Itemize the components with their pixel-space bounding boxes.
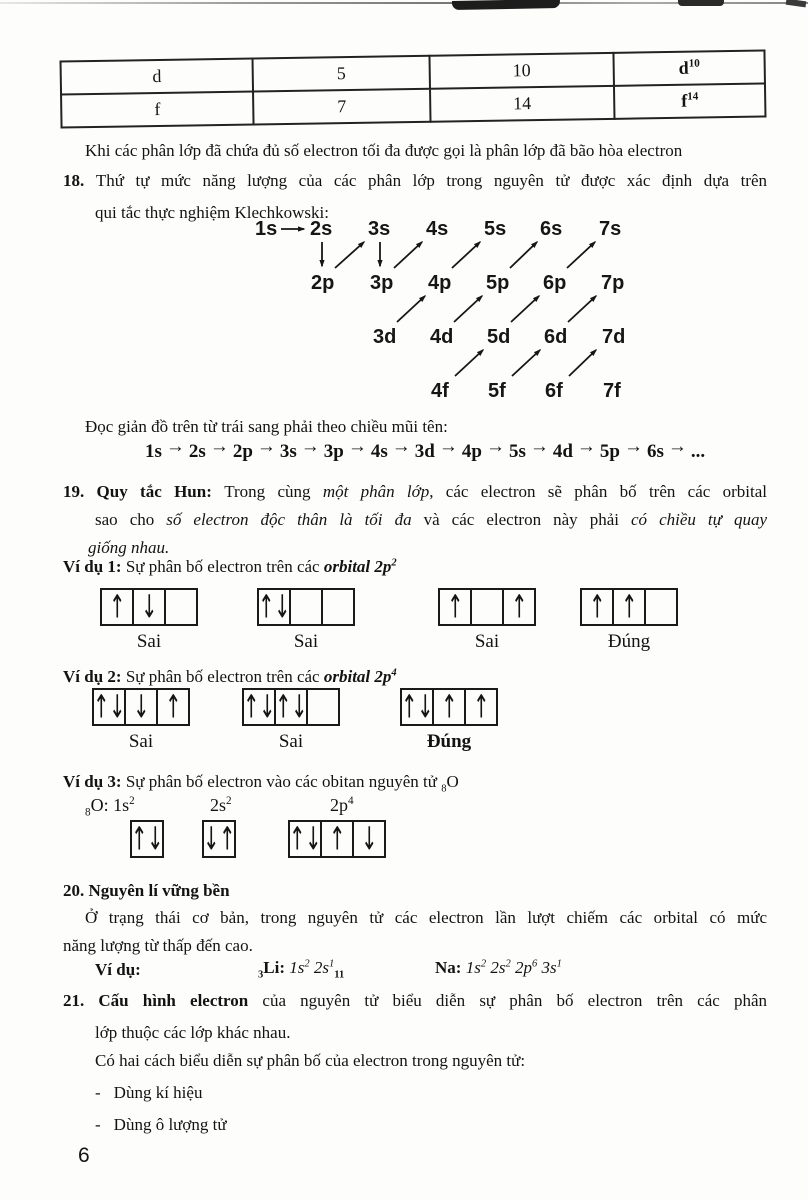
text-segment: Thứ tự mức năng lượng của các phân lớp trong nguyên tử được xác định dựa trên — [95, 171, 768, 190]
item-18-line-2 — [95, 200, 329, 225]
orbital-box — [242, 688, 276, 726]
text-segment: của nguyên tử biểu diễn sự phân bố electron trên các phân — [248, 991, 767, 1010]
text-segment: năng lượng từ thấp đến cao. — [63, 936, 253, 955]
scan-smudge — [678, 0, 724, 6]
notation-base: f — [681, 90, 688, 111]
item-20-para-line-2 — [63, 933, 253, 958]
orbital-box — [306, 688, 340, 726]
spin-up-arrow: ↑ — [108, 588, 126, 626]
text-segment: 2 — [226, 795, 232, 807]
text-segment: 3 — [258, 969, 264, 981]
text-segment: giống nhau. — [88, 538, 170, 557]
spin-down-arrow: ↓ — [273, 588, 290, 626]
diagram-arrow — [567, 242, 595, 268]
text-segment: 3s — [537, 958, 557, 977]
spin-up-arrow: ↑ — [275, 688, 292, 726]
energy-order-sequence — [145, 436, 706, 463]
verdict-label: Đúng — [426, 731, 472, 752]
orbital-boxes — [288, 820, 386, 858]
item-18-line-1 — [63, 168, 767, 193]
text-segment: 6 — [531, 958, 538, 970]
orbital-node-2p: 2p — [311, 272, 335, 294]
arrow-right-glyph: → — [576, 436, 596, 457]
text-segment: 2p — [510, 958, 532, 977]
sequence-term: 2s — [188, 441, 206, 462]
spin-down-arrow: ↓ — [140, 588, 158, 626]
orbital-box — [164, 588, 198, 626]
orbital-box-group — [438, 588, 536, 653]
orbital-config-label — [210, 795, 232, 816]
spin-down-arrow: ↓ — [108, 688, 125, 726]
text-segment: Sự phân bố electron trên các — [121, 557, 324, 576]
text-segment: 19. Quy tắc Hun: — [63, 482, 225, 501]
cell-saturated-notation — [614, 83, 765, 118]
text-segment: số electron độc thân là tối đa — [166, 510, 412, 529]
sequence-term: 5s — [508, 441, 526, 462]
example-2-row — [0, 688, 808, 763]
spin-down-arrow: ↓ — [132, 688, 150, 726]
orbital-box — [289, 588, 323, 626]
spin-up-arrow: ↑ — [258, 588, 275, 626]
diagram-arrow — [335, 242, 364, 268]
spin-up-arrow: ↑ — [164, 688, 182, 726]
item-21-note — [95, 1048, 525, 1073]
spin-up-arrow: ↑ — [289, 820, 306, 858]
orbital-box — [274, 688, 308, 726]
orbital-box — [202, 820, 236, 858]
text-segment: Sự phân bố electron vào các obitan nguyên tử — [121, 772, 442, 791]
orbital-box-group — [100, 588, 198, 653]
orbital-config-label — [85, 795, 135, 819]
spin-up-arrow: ↑ — [243, 688, 260, 726]
text-segment: 1s — [289, 958, 305, 977]
spin-up-arrow: ↑ — [401, 688, 418, 726]
text-segment: Dùng kí hiệu — [113, 1083, 203, 1102]
text-segment: Ở trạng thái cơ bản, trong nguyên tử các electron lần lượt chiếm các orbital có mức — [85, 908, 767, 927]
orbital-box-group — [257, 588, 355, 653]
orbital-node-4p: 4p — [428, 272, 452, 294]
orbital-node-5s: 5s — [484, 218, 507, 240]
text-segment: 2 — [304, 958, 310, 970]
bullet-quantum-cell — [95, 1112, 227, 1137]
text-segment: O: 1s — [90, 795, 130, 815]
orbital-node-5f: 5f — [488, 380, 506, 402]
klechkowski-diagram — [240, 210, 640, 410]
item-21-line-1 — [63, 988, 767, 1013]
verdict-label: Sai — [474, 631, 500, 652]
page-number — [78, 1143, 90, 1168]
diagram-arrow — [569, 350, 596, 376]
orbital-box-group — [288, 820, 386, 858]
orbital-node-7p: 7p — [601, 272, 625, 294]
text-segment: 4 — [348, 795, 354, 807]
intro-paragraph — [85, 138, 682, 163]
text-segment: 20. Nguyên lí vững bền — [63, 881, 230, 900]
spin-down-arrow: ↓ — [304, 820, 321, 858]
arrow-right-glyph: → — [209, 436, 229, 457]
cell-orbital-count: 5 — [253, 56, 430, 92]
text-segment: 2 — [480, 958, 487, 970]
text-segment: O — [446, 772, 459, 791]
diagram-arrow — [452, 242, 480, 268]
orbital-node-4f: 4f — [431, 380, 449, 402]
spin-up-arrow: ↑ — [440, 688, 458, 726]
example-3-row — [0, 795, 808, 875]
example-3-heading — [63, 769, 459, 794]
text-segment: - — [95, 1115, 101, 1134]
spin-down-arrow: ↓ — [416, 688, 433, 726]
sequence-term: 3p — [323, 441, 344, 462]
text-segment: 6 — [78, 1144, 90, 1167]
item-19-line-1 — [63, 479, 767, 504]
orbital-box — [580, 588, 614, 626]
cell-saturated-notation — [614, 50, 765, 85]
text-segment: 8 — [441, 783, 447, 795]
orbital-node-6s: 6s — [540, 218, 563, 240]
orbital-box — [644, 588, 678, 626]
read-direction-note — [85, 414, 448, 439]
text-segment: 2s — [309, 958, 330, 977]
text-segment: 8 — [85, 806, 91, 819]
text-segment: 18. — [63, 171, 96, 190]
text-segment: Na: — [435, 958, 466, 977]
spin-up-arrow: ↑ — [588, 588, 606, 626]
orbital-node-4d: 4d — [430, 326, 454, 348]
spin-up-arrow: ↑ — [93, 688, 110, 726]
cell-max-electrons: 14 — [430, 86, 615, 122]
cell-subshell: d — [61, 59, 254, 95]
orbital-box — [320, 820, 354, 858]
text-segment: 2s — [210, 795, 227, 815]
orbital-box — [438, 588, 472, 626]
arrow-right-glyph: → — [667, 436, 687, 457]
spin-up-arrow: ↑ — [131, 820, 148, 858]
sequence-term: 4p — [461, 441, 482, 462]
spin-down-arrow: ↓ — [258, 688, 275, 726]
text-segment: Ví dụ 2: — [63, 667, 122, 686]
text-segment: 2 — [129, 795, 135, 807]
notation-exponent: 10 — [688, 57, 700, 70]
orbital-boxes — [580, 588, 678, 626]
orbital-node-7s: 7s — [599, 218, 622, 240]
orbital-boxes — [242, 688, 340, 726]
text-segment: Ví dụ 1: — [63, 557, 122, 576]
sequence-term: 2p — [232, 441, 253, 462]
arrow-right-glyph: → — [300, 436, 320, 457]
scan-smudge — [786, 0, 807, 7]
text-segment: qui tắc thực nghiệm Klechkowski: — [95, 203, 329, 222]
sequence-term: 3d — [414, 441, 435, 462]
spin-up-arrow: ↑ — [446, 588, 464, 626]
text-segment: Đọc giản đồ trên từ trái sang phải theo chiều mũi tên: — [85, 417, 448, 436]
item-19-line-2 — [95, 507, 767, 532]
orbital-box-group — [580, 588, 678, 653]
spin-down-arrow: ↓ — [146, 820, 163, 858]
orbital-box-group — [130, 820, 164, 858]
orbital-box — [124, 688, 158, 726]
subshell-table — [60, 49, 767, 128]
orbital-boxes — [438, 588, 536, 626]
orbital-node-1s: 1s — [255, 218, 278, 240]
sequence-term: 4d — [552, 441, 573, 462]
orbital-node-6d: 6d — [544, 326, 568, 348]
text-segment: 1 — [556, 958, 562, 970]
arrow-right-glyph: → — [438, 436, 458, 457]
diagram-arrow — [511, 296, 539, 322]
text-segment: Sự phân bố electron trên các — [121, 667, 324, 686]
arrow-right-glyph: → — [529, 436, 549, 457]
item-21-line-2 — [95, 1020, 290, 1045]
notation-base: d — [678, 57, 689, 78]
spin-down-arrow: ↓ — [360, 820, 378, 858]
diagram-arrow — [510, 242, 537, 268]
arrow-right-glyph: → — [165, 436, 185, 457]
text-segment: 21. Cấu hình electron — [63, 991, 249, 1010]
verdict-label: Đúng — [607, 631, 651, 652]
orbital-node-3d: 3d — [373, 326, 397, 348]
sodium-configuration — [435, 955, 562, 980]
verdict-label: Sai — [136, 631, 162, 652]
orbital-box — [92, 688, 126, 726]
sequence-term: 6s — [647, 441, 664, 462]
text-segment: Ví dụ: — [95, 960, 141, 979]
sequence-term: 1s — [145, 441, 162, 462]
spin-up-arrow: ↑ — [620, 588, 638, 626]
orbital-node-5d: 5d — [487, 326, 511, 348]
arrow-right-glyph: → — [347, 436, 367, 457]
orbital-node-4s: 4s — [426, 218, 449, 240]
verdict-label: Sai — [128, 731, 154, 752]
orbital-box — [400, 688, 434, 726]
orbital-box-group — [242, 688, 340, 753]
spin-up-arrow: ↑ — [472, 688, 490, 726]
text-segment: Trong cùng — [224, 482, 323, 501]
text-segment: Có hai cách biểu diễn sự phân bố của electron trong nguyên tử: — [95, 1051, 526, 1070]
sequence-term: 3s — [279, 441, 297, 462]
text-segment: - — [95, 1083, 101, 1102]
orbital-box-group — [92, 688, 190, 753]
text-segment: Khi các phân lớp đã chứa đủ số electron tối đa được gọi là phân lớp đã bão hòa electron — [85, 141, 683, 160]
orbital-node-2s: 2s — [310, 218, 333, 240]
orbital-node-6f: 6f — [545, 380, 563, 402]
text-segment: Li: — [263, 958, 290, 977]
orbital-box — [321, 588, 355, 626]
arrow-right-glyph: → — [624, 436, 643, 457]
text-segment: 2 — [505, 958, 511, 970]
orbital-node-7f: 7f — [603, 380, 621, 402]
diagram-arrow — [454, 296, 482, 322]
orbital-box-group — [400, 688, 498, 753]
spin-down-arrow: ↓ — [203, 820, 220, 858]
text-segment: Dùng ô lượng tử — [113, 1115, 227, 1134]
orbital-box — [288, 820, 322, 858]
text-segment: orbital 2p — [323, 557, 392, 576]
text-segment: 1s — [465, 958, 481, 977]
example-1-heading — [63, 554, 397, 579]
verdict-label: Sai — [293, 631, 319, 652]
spin-up-arrow: ↑ — [218, 820, 235, 858]
orbital-box — [132, 588, 166, 626]
orbital-boxes — [100, 588, 198, 626]
orbital-boxes — [92, 688, 190, 726]
text-segment: sao cho — [95, 510, 167, 529]
text-segment: Ví dụ 3: — [63, 772, 122, 791]
sequence-term: 5p — [599, 441, 620, 462]
example-1-row — [0, 588, 808, 663]
notation-exponent: 14 — [687, 90, 699, 103]
text-segment: 2s — [486, 958, 506, 977]
diagram-arrow — [455, 350, 483, 376]
orbital-node-5p: 5p — [486, 272, 510, 294]
orbital-box-group — [202, 820, 236, 858]
text-segment: 1 — [329, 958, 335, 970]
item-20-example-label — [95, 957, 141, 982]
diagram-arrow — [512, 350, 540, 376]
orbital-node-3s: 3s — [368, 218, 391, 240]
text-segment: 11 — [334, 969, 345, 981]
cell-max-electrons: 10 — [429, 53, 614, 89]
orbital-box — [352, 820, 386, 858]
text-segment: 4 — [391, 667, 397, 679]
spin-up-arrow: ↑ — [328, 820, 346, 858]
sequence-term: 4s — [370, 441, 388, 462]
orbital-box — [464, 688, 498, 726]
orbital-boxes — [400, 688, 498, 726]
orbital-boxes — [202, 820, 236, 858]
diagram-arrow — [568, 296, 596, 322]
scan-smudge — [452, 0, 560, 10]
orbital-node-7d: 7d — [602, 326, 626, 348]
orbital-boxes — [257, 588, 355, 626]
item-20-heading — [63, 878, 230, 903]
diagram-arrow — [394, 242, 422, 268]
text-segment: có chiều tự quay — [631, 510, 767, 529]
orbital-box — [432, 688, 466, 726]
text-segment: orbital 2p — [323, 667, 392, 686]
arrow-right-glyph: → — [485, 436, 505, 457]
orbital-box — [502, 588, 536, 626]
text-segment: một phân lớp — [322, 482, 430, 501]
arrow-right-glyph: → — [256, 436, 276, 457]
orbital-box — [100, 588, 134, 626]
text-segment: 2p — [330, 795, 348, 815]
orbital-box — [470, 588, 504, 626]
text-segment: 2 — [391, 557, 397, 569]
cell-subshell: f — [61, 92, 254, 128]
orbital-box — [130, 820, 164, 858]
bullet-symbol-notation — [95, 1080, 202, 1105]
example-2-heading — [63, 664, 397, 689]
orbital-box — [612, 588, 646, 626]
orbital-box — [156, 688, 190, 726]
text-segment: và các electron này phải — [411, 510, 631, 529]
orbital-node-6p: 6p — [543, 272, 567, 294]
orbital-boxes — [130, 820, 164, 858]
subshell-table-wrap — [60, 49, 767, 128]
lithium-configuration — [258, 955, 344, 980]
spin-up-arrow: ↑ — [510, 588, 528, 626]
text-segment: lớp thuộc các lớp khác nhau. — [95, 1023, 291, 1042]
cell-orbital-count: 7 — [253, 89, 430, 125]
sequence-term: ... — [690, 441, 706, 462]
diagram-arrow — [397, 296, 425, 322]
item-20-para-line-1 — [85, 905, 767, 930]
spin-down-arrow: ↓ — [290, 688, 307, 726]
text-segment: , các electron sẽ phân bố trên các orbital — [429, 482, 768, 501]
orbital-config-label — [330, 795, 354, 816]
arrow-right-glyph: → — [391, 436, 411, 457]
verdict-label: Sai — [278, 731, 304, 752]
orbital-box — [257, 588, 291, 626]
orbital-node-3p: 3p — [370, 272, 394, 294]
